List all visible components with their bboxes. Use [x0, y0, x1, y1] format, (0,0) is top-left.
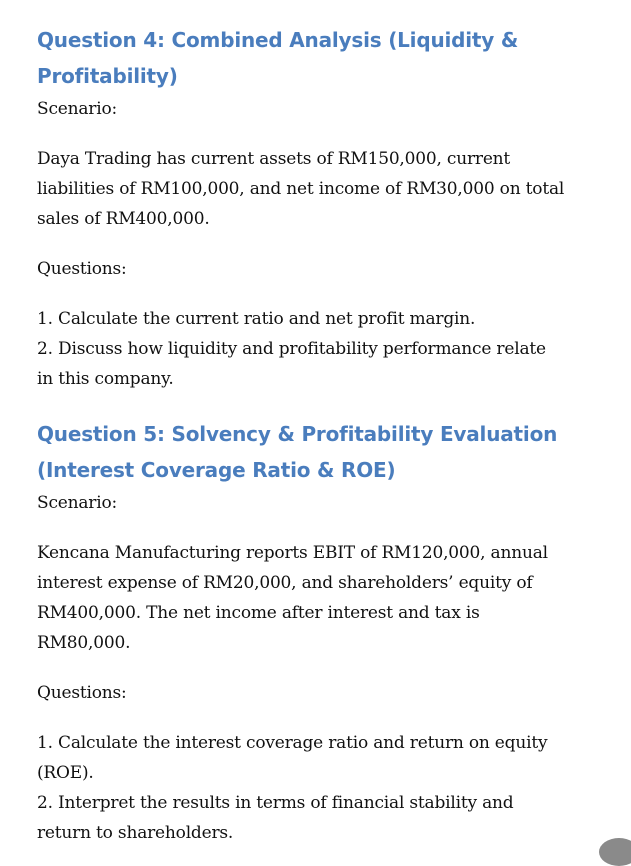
question-4-scenario-line-2: liabilities of RM100,000, and net income of RM30,000 on total	[37, 179, 565, 199]
question-5-scenario-label: Scenario:	[37, 493, 118, 513]
question-5-section	[37, 416, 611, 848]
question-4-title-line-1: Question 4: Combined Analysis (Liquidity &	[37, 28, 519, 52]
question-4-scenario-line-1: Daya Trading has current assets of RM150,000, current	[37, 149, 511, 169]
question-4-scenario-line-3: sales of RM400,000.	[37, 209, 210, 229]
question-4-section	[37, 22, 611, 394]
question-5-questions-label: Questions:	[37, 683, 127, 703]
question-5-scenario-line-1: Kencana Manufacturing reports EBIT of RM120,000, annual	[37, 543, 548, 563]
question-4-scenario-text	[37, 144, 611, 234]
question-5-scenario-line-3: RM400,000. The net income after interest and tax is	[37, 603, 480, 623]
question-4-item-2-line-2: in this company.	[37, 369, 174, 389]
question-5-item-2-line-2: return to shareholders.	[37, 823, 234, 843]
question-5-item-1-line-1: 1. Calculate the interest coverage ratio and return on equity	[37, 733, 548, 753]
question-5-scenario-line-2: interest expense of RM20,000, and shareholders’ equity of	[37, 573, 533, 593]
question-5-item-2-line-1: 2. Interpret the results in terms of financial stability and	[37, 793, 514, 813]
question-5-title-line-1: Question 5: Solvency & Profitability Evaluation	[37, 422, 558, 446]
question-5-title-line-2: (Interest Coverage Ratio & ROE)	[37, 458, 396, 482]
question-4-item-1: 1. Calculate the current ratio and net profit margin.	[37, 309, 476, 329]
question-4-title	[37, 22, 611, 94]
question-5-scenario-text	[37, 538, 611, 658]
question-5-item-1-line-2: (ROE).	[37, 763, 94, 783]
question-4-item-2	[37, 334, 611, 394]
question-5-title	[37, 416, 611, 488]
question-5-item-2	[37, 788, 611, 848]
question-4-scenario-label: Scenario:	[37, 99, 118, 119]
question-5-scenario-line-4: RM80,000.	[37, 633, 131, 653]
scroll-corner-button[interactable]	[599, 838, 631, 866]
question-5-item-1	[37, 728, 611, 788]
question-4-title-line-2: Profitability)	[37, 64, 178, 88]
question-4-item-2-line-1: 2. Discuss how liquidity and profitability performance relate	[37, 339, 546, 359]
question-4-questions-label: Questions:	[37, 259, 127, 279]
